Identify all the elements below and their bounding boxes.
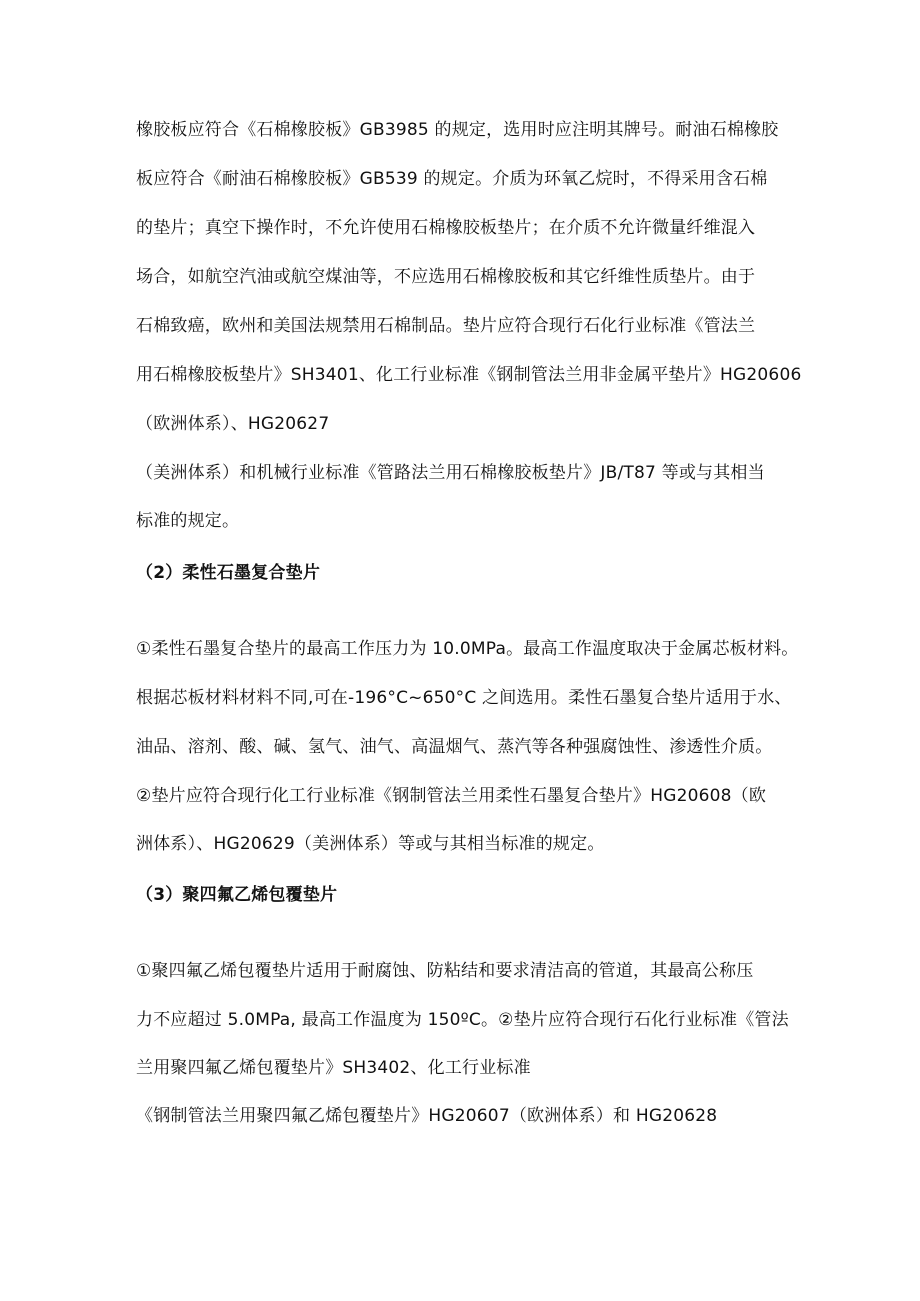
text-line: 用石棉橡胶板垫片》SH3401、化工行业标准《钢制管法兰用非金属平垫片》HG20606 [136,365,802,385]
text-line: 《钢制管法兰用聚四氟乙烯包覆垫片》HG20607（欧洲体系）和 HG20628 [136,1106,718,1126]
text-line: （美洲体系）和机械行业标准《管路法兰用石棉橡胶板垫片》JB/T87 等或与其相当 [136,463,765,483]
text-line: 板应符合《耐油石棉橡胶板》GB539 的规定。介质为环氧乙烷时，不得采用含石棉 [136,169,768,189]
text-line: 石棉致癌，欧州和美国法规禁用石棉制品。垫片应符合现行石化行业标准《管法兰 [136,316,756,336]
text-line: 的垫片；真空下操作时，不允许使用石棉橡胶板垫片；在介质不允许微量纤维混入 [136,218,756,238]
section-heading: （2）柔性石墨复合垫片 [136,563,321,583]
text-line: （欧洲体系）、HG20627 [136,414,330,434]
text-line: 橡胶板应符合《石棉橡胶板》GB3985 的规定，选用时应注明其牌号。耐油石棉橡胶 [136,120,779,140]
section-heading: （3）聚四氟乙烯包覆垫片 [136,885,338,905]
text-line: ②垫片应符合现行化工行业标准《钢制管法兰用柔性石墨复合垫片》HG20608（欧 [136,786,767,806]
text-line: 力不应超过 5.0MPa, 最高工作温度为 150ºC。②垫片应符合现行石化行业标准《管法 [136,1010,789,1030]
text-line: 油品、溶剂、酸、碱、氢气、油气、高温烟气、蒸汽等各种强腐蚀性、渗透性介质。 [136,737,773,757]
text-line: 洲体系）、HG20629（美洲体系）等或与其相当标准的规定。 [136,834,605,854]
text-line: 场合，如航空汽油或航空煤油等，不应选用石棉橡胶板和其它纤维性质垫片。由于 [136,267,756,287]
text-line: ①柔性石墨复合垫片的最高工作压力为 10.0MPa。最高工作温度取决于金属芯板材料。 [136,639,799,659]
text-line: 兰用聚四氟乙烯包覆垫片》SH3402、化工行业标准 [136,1058,531,1078]
text-line: 根据芯板材料材料不同,可在-196°C~650°C 之间选用。柔性石墨复合垫片适用于水、 [136,688,792,708]
text-line: ①聚四氟乙烯包覆垫片适用于耐腐蚀、防粘结和要求清洁高的管道，其最高公称压 [136,961,754,981]
text-line: 标准的规定。 [136,511,240,531]
